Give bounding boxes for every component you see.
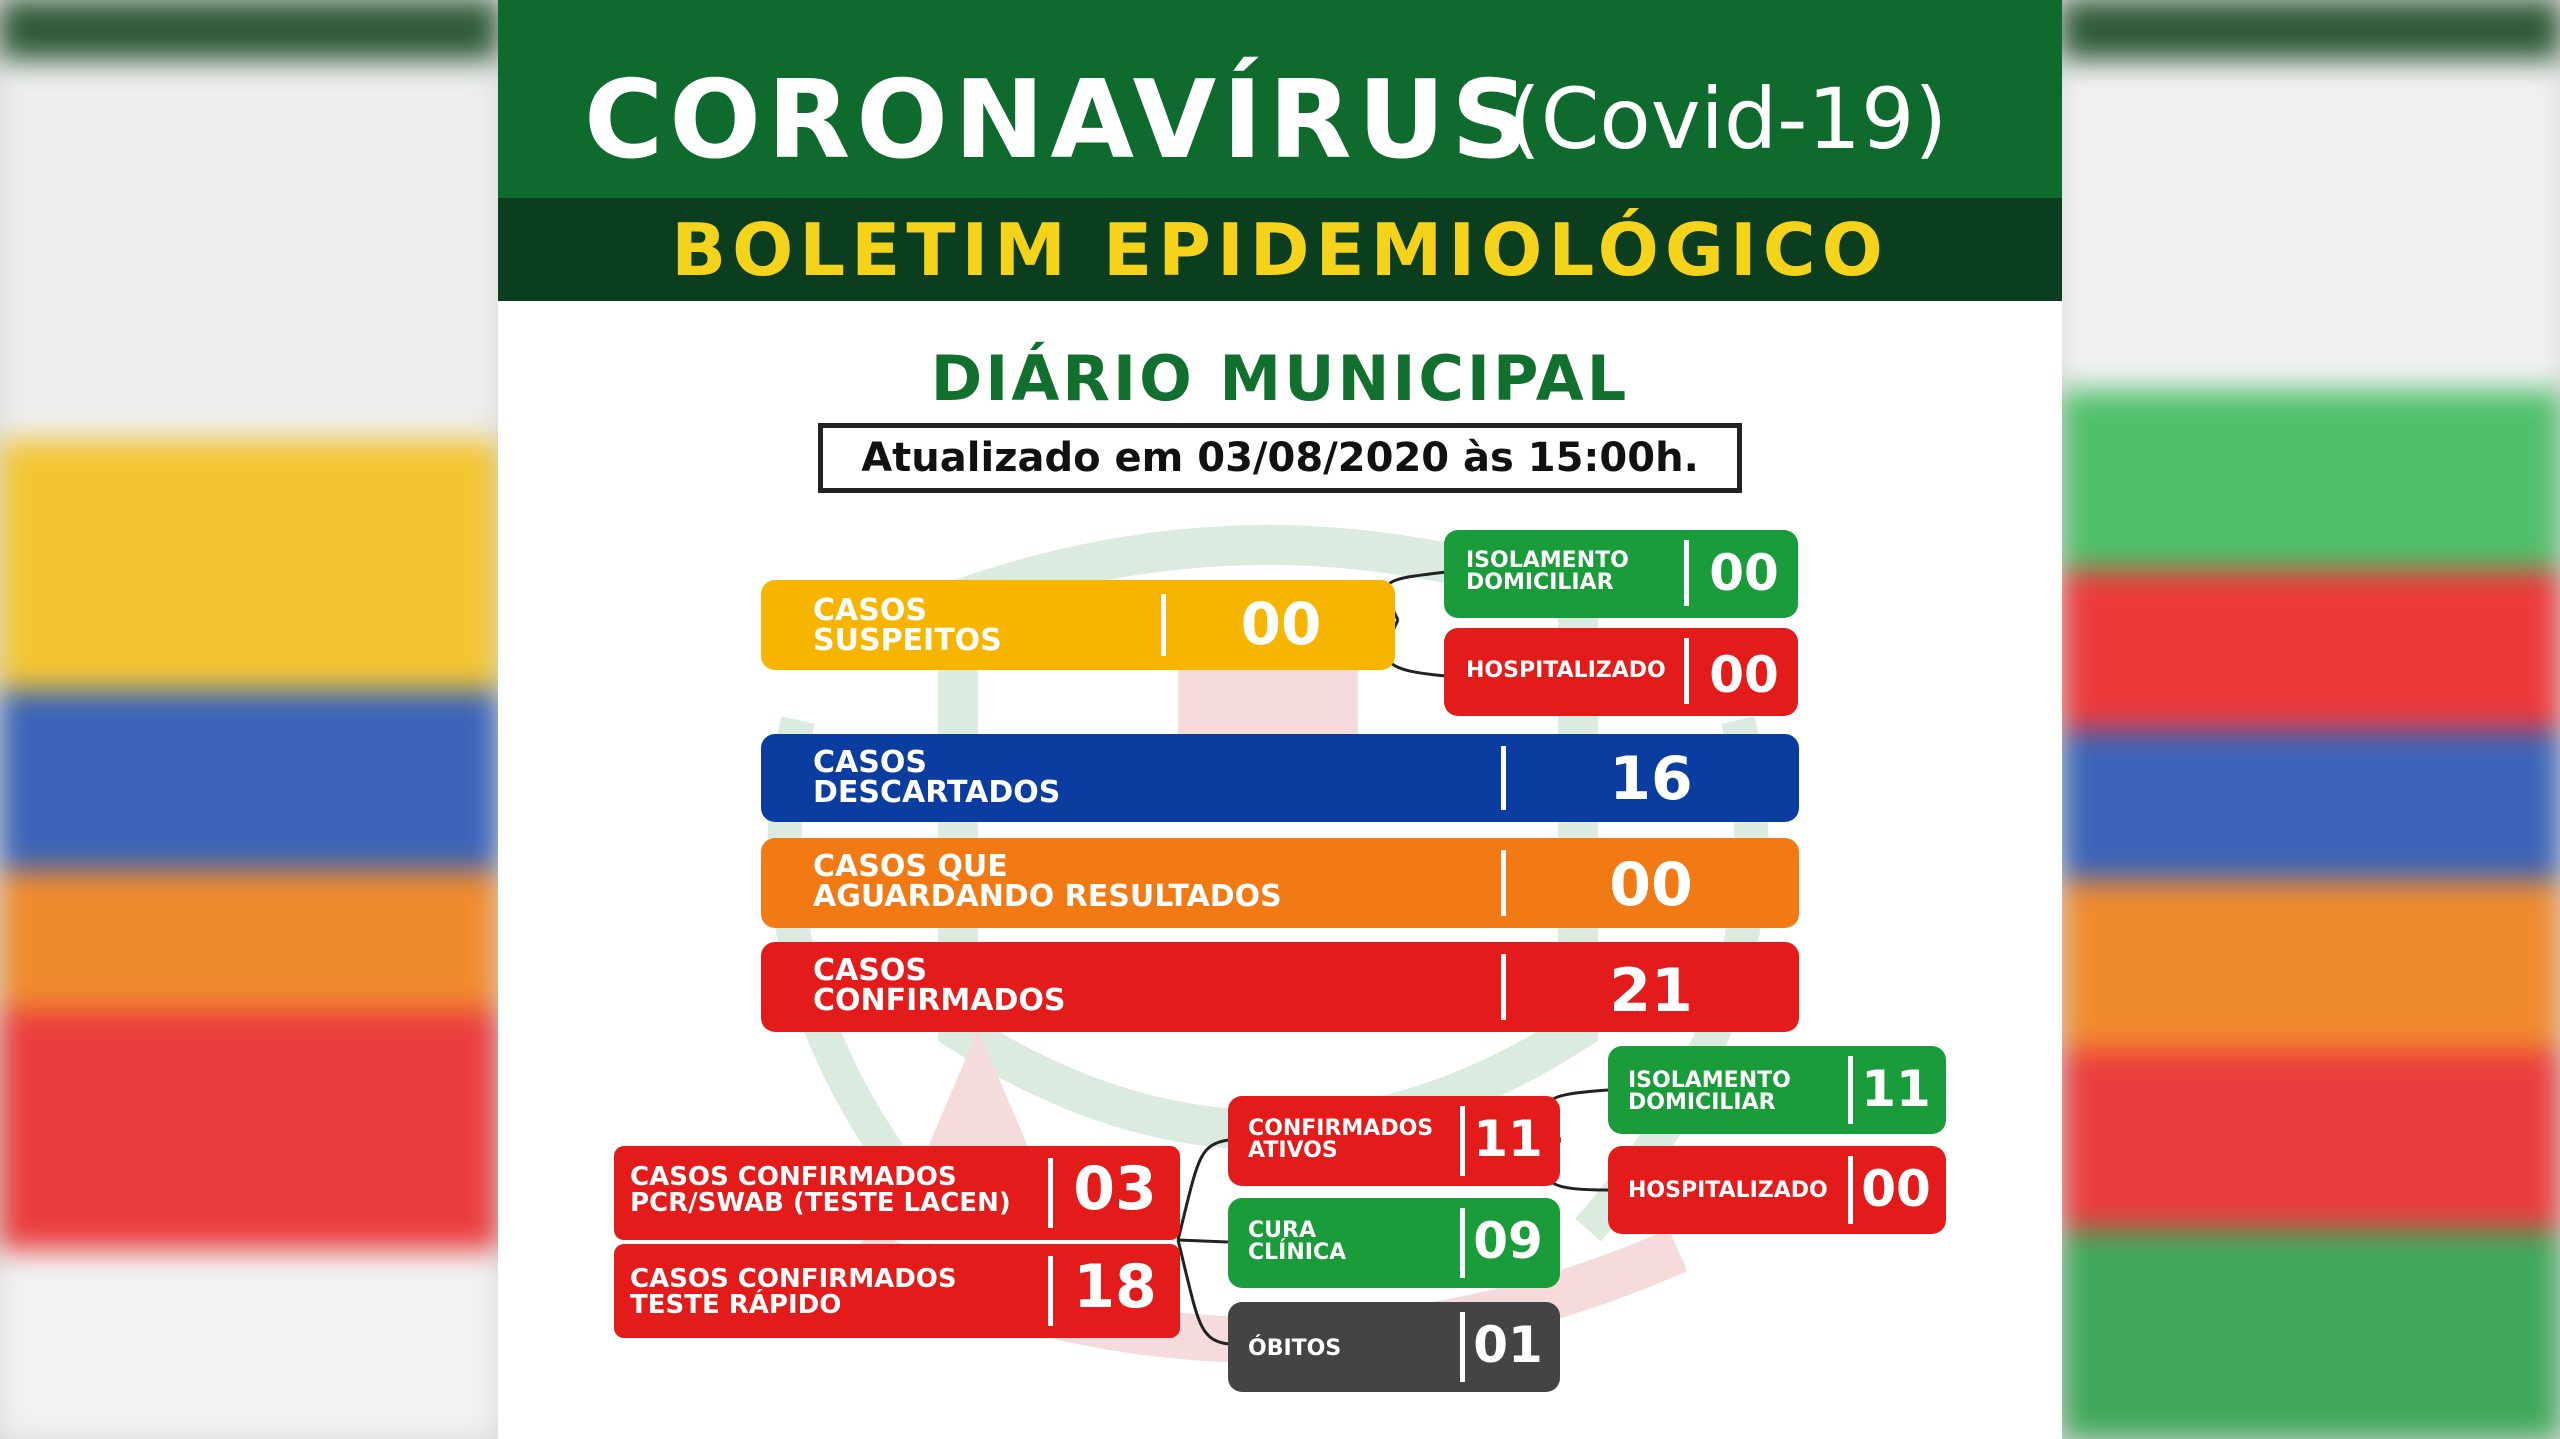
active-hospitalized-label: HOSPITALIZADO <box>1628 1178 1828 1203</box>
deaths-box <box>1228 1302 1560 1392</box>
clinical-cure-box <box>1228 1198 1560 1288</box>
title: CORONAVÍRUS <box>584 58 1536 183</box>
active-confirmed-value: 11 <box>1473 1110 1543 1168</box>
bulletin-title: BOLETIM EPIDEMIOLÓGICO <box>671 208 1889 292</box>
confirmed-cases-box <box>761 942 1799 1032</box>
bulletin-poster <box>498 0 2062 1439</box>
active-hospitalized-value: 00 <box>1861 1160 1931 1218</box>
active-hospitalized-box <box>1608 1146 1946 1234</box>
suspected-hospitalized-box <box>1444 628 1798 716</box>
discarded-cases-label: CASOS DESCARTADOS <box>813 745 1061 810</box>
active-confirmed-box <box>1228 1096 1560 1186</box>
updated-timestamp: Atualizado em 03/08/2020 às 15:00h. <box>818 423 1742 493</box>
pcr-confirmed-box <box>614 1146 1180 1240</box>
clinical-cure-label: CURA CLÍNICA <box>1248 1218 1347 1265</box>
section-title: DIÁRIO MUNICIPAL <box>930 342 1630 415</box>
suspected-hospitalized-value: 00 <box>1709 646 1779 704</box>
pending-results-box <box>761 838 1799 928</box>
confirmed-cases-value: 21 <box>1609 956 1693 1026</box>
pcr-confirmed-value: 03 <box>1073 1154 1157 1224</box>
suspected-cases-label: CASOS SUSPEITOS <box>813 593 1002 658</box>
discarded-cases-box <box>761 734 1799 822</box>
pending-results-label: CASOS QUE AGUARDANDO RESULTADOS <box>813 849 1282 914</box>
suspected-home-isolation-box <box>1444 530 1798 618</box>
active-confirmed-label: CONFIRMADOS ATIVOS <box>1248 1116 1434 1163</box>
pending-results-value: 00 <box>1609 850 1693 920</box>
blurred-background-left <box>0 0 498 1439</box>
rapid-test-confirmed-box <box>614 1244 1180 1338</box>
active-home-isolation-value: 11 <box>1861 1060 1931 1118</box>
active-home-isolation-box <box>1608 1046 1946 1134</box>
deaths-label: ÓBITOS <box>1248 1336 1342 1361</box>
active-home-isolation-label: ISOLAMENTO DOMICILIAR <box>1628 1068 1791 1115</box>
rapid-test-confirmed-label: CASOS CONFIRMADOS TESTE RÁPIDO <box>630 1264 957 1320</box>
suspected-home-isolation-label: ISOLAMENTO DOMICILIAR <box>1466 548 1629 595</box>
clinical-cure-value: 09 <box>1473 1212 1543 1270</box>
subtitle: (Covid-19) <box>1508 70 1948 168</box>
confirmed-cases-label: CASOS CONFIRMADOS <box>813 953 1066 1018</box>
deaths-value: 01 <box>1473 1316 1543 1374</box>
suspected-hospitalized-label: HOSPITALIZADO <box>1466 658 1666 683</box>
suspected-home-isolation-value: 00 <box>1709 544 1779 602</box>
suspected-cases-box <box>761 580 1395 670</box>
blurred-background-right <box>2062 0 2560 1439</box>
suspected-cases-value: 00 <box>1240 590 1322 658</box>
pcr-confirmed-label: CASOS CONFIRMADOS PCR/SWAB (TESTE LACEN) <box>630 1162 1011 1218</box>
discarded-cases-value: 16 <box>1609 744 1693 814</box>
rapid-test-confirmed-value: 18 <box>1073 1252 1157 1322</box>
